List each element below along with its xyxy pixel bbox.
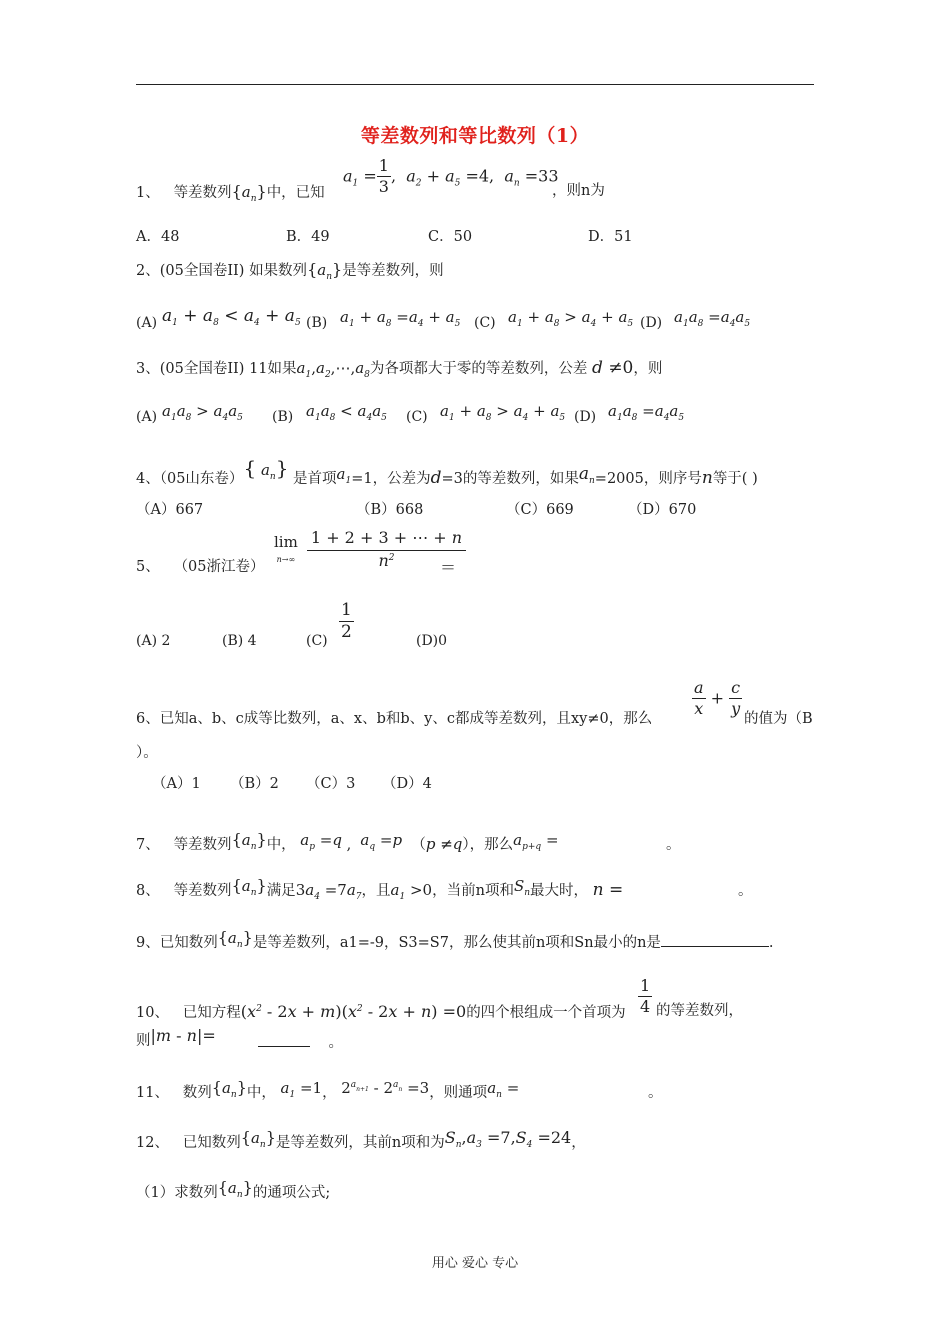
q2-label-c: (C): [474, 315, 496, 331]
q1-option-b: B．49: [286, 229, 330, 245]
q9-line: 9、已知数列$\{a_n\}$是等差数列，a1=-9，S3=S7，那么使其前n项和Sn最小的n是 .: [136, 928, 774, 951]
q10-line2: 则|m - n|=: [136, 1026, 216, 1049]
q3-label-b: (B): [272, 409, 294, 425]
q3-option-b: $a_1a_8 < a_4a_5$: [306, 402, 387, 423]
q6-fraction-sum: $\frac{a}{x}$ + $\frac{c}{y}$: [694, 678, 741, 718]
q6-option-b: （B）2: [230, 776, 279, 792]
q1-tail: ，则n为: [552, 183, 605, 199]
q6-tail: 的值为（B: [744, 711, 813, 727]
q3-label-a: (A): [136, 409, 158, 425]
q6-option-d: （D）4: [382, 776, 432, 792]
q5-option-d: (D)0: [416, 633, 448, 649]
q3-label-c: (C): [406, 409, 428, 425]
q10-first-term-frac: $\frac{1}{4}$: [640, 976, 651, 1016]
q11-line: 11、 数列$\{a_n\}$中， $a_1 =1$， $2^{a_{n+1}} - 2^{a_n} =3$，则通项$a_n$ =: [136, 1078, 520, 1101]
q7-end: 。: [666, 837, 681, 853]
q1-given-formula: $a_1$ = $\frac{1}{3}$ , $a_2 + a_5 =4$, $a_n =33$: [343, 156, 559, 196]
q7-line: 7、 等差数列$\{a_n\}$中， $a_p =q$ , $a_q =p$ （p ≠q），那么$a_{p+q}$ =: [136, 830, 559, 853]
q9-answer-blank[interactable]: [661, 934, 769, 947]
q2-option-a: $a_1 + a_8 < a_4 + a_5$: [162, 306, 301, 328]
q2-label-b: (B): [306, 315, 328, 331]
q2-option-b: $a_1 + a_8 =a_4 + a_5$: [340, 308, 461, 329]
q2-option-d: $a_1a_8 =a_4a_5$: [674, 308, 751, 329]
q5-limit-formula: lim n→∞ $\frac{1 + 2 + 3 + \cdots + n}{n^2}$: [274, 530, 466, 570]
q3-option-a: $a_1a_8 > a_4a_5$: [162, 402, 243, 423]
q11-end: 。: [648, 1085, 663, 1101]
q1-line: 1、 等差数列$\{a_n\}$中，已知: [136, 182, 325, 204]
q5-option-c: (C): [306, 633, 328, 649]
page-title: 等差数列和等比数列（1）: [360, 125, 590, 147]
q5-option-c-frac: $\frac{1}{2}$: [341, 600, 352, 642]
q3-option-d: $a_1a_8 =a_4a_5$: [608, 402, 685, 423]
q5-option-a: (A) 2: [136, 633, 171, 649]
q4-option-b: （B）668: [356, 502, 424, 518]
q3-label-d: (D): [574, 409, 597, 425]
q1-seq-an: $\{a_n\}$: [231, 182, 267, 204]
q6-option-a: （A）1: [152, 776, 201, 792]
page-footer: 用心 爱心 专心: [431, 1256, 519, 1271]
header-rule: [136, 84, 814, 85]
q4-option-d: （D）670: [628, 502, 697, 518]
q2-option-c: $a_1 + a_8 > a_4 + a_5$: [508, 308, 634, 329]
q1-option-a: A．48: [136, 229, 180, 245]
q12-part1: （1）求数列$\{a_n\}$的通项公式;: [136, 1178, 331, 1201]
q6-option-c: （C）3: [306, 776, 356, 792]
q10-line1: 10、 已知方程$(x^2 - 2x + m)(x^2 - 2x + n) =0$的四个根组成一个首项为: [136, 1002, 626, 1021]
q8-line: 8、 等差数列$\{a_n\}$满足$3a_4 =7a_7$，且$a_1 >0$，当前n项和$S_n$最大时， n =: [136, 876, 624, 902]
q4-line: 4、（05山东卷）{ $a_n$} 是首项$a_1=1$，公差为d=3的等差数列，如果$a_n=2005$，则序号n等于( ): [136, 456, 758, 488]
q3-line: 3、(05全国卷II) 11如果$a_1,a_2,\cdots,a_8$为各项都大于零的等差数列，公差 d ≠0，则: [136, 358, 663, 380]
q1-option-d: D．51: [588, 229, 633, 245]
q10-answer: 。: [258, 1034, 343, 1051]
q4-option-a: （A）667: [136, 502, 204, 518]
q8-end: 。: [738, 883, 753, 899]
q6-line1: 6、已知a、b、c成等比数列，a、x、b和b、y、c都成等差数列，且xy≠0，那么: [136, 711, 653, 727]
q4-option-c: （C）669: [506, 502, 574, 518]
q5-option-b: (B) 4: [222, 633, 257, 649]
q2-label-a: (A): [136, 315, 158, 331]
q1-option-c: C．50: [428, 229, 473, 245]
q10-answer-blank[interactable]: [258, 1034, 310, 1047]
q2-line: 2、(05全国卷II) 如果数列$\{a_n\}$是等差数列，则: [136, 260, 444, 282]
q5-line: 5、 （05浙江卷）: [136, 559, 265, 575]
q3-option-c: $a_1 + a_8 > a_4 + a_5$: [440, 402, 566, 423]
q12-line: 12、 已知数列$\{a_n\}$是等差数列，其前n项和为$S_n,a_3 =7,S_4 =24$，: [136, 1128, 586, 1151]
q2-label-d: (D): [640, 315, 663, 331]
q6-line2: ）。: [136, 745, 158, 761]
q5-equals: ＝: [440, 558, 457, 577]
q10-tail: 的等差数列，: [656, 1003, 743, 1019]
